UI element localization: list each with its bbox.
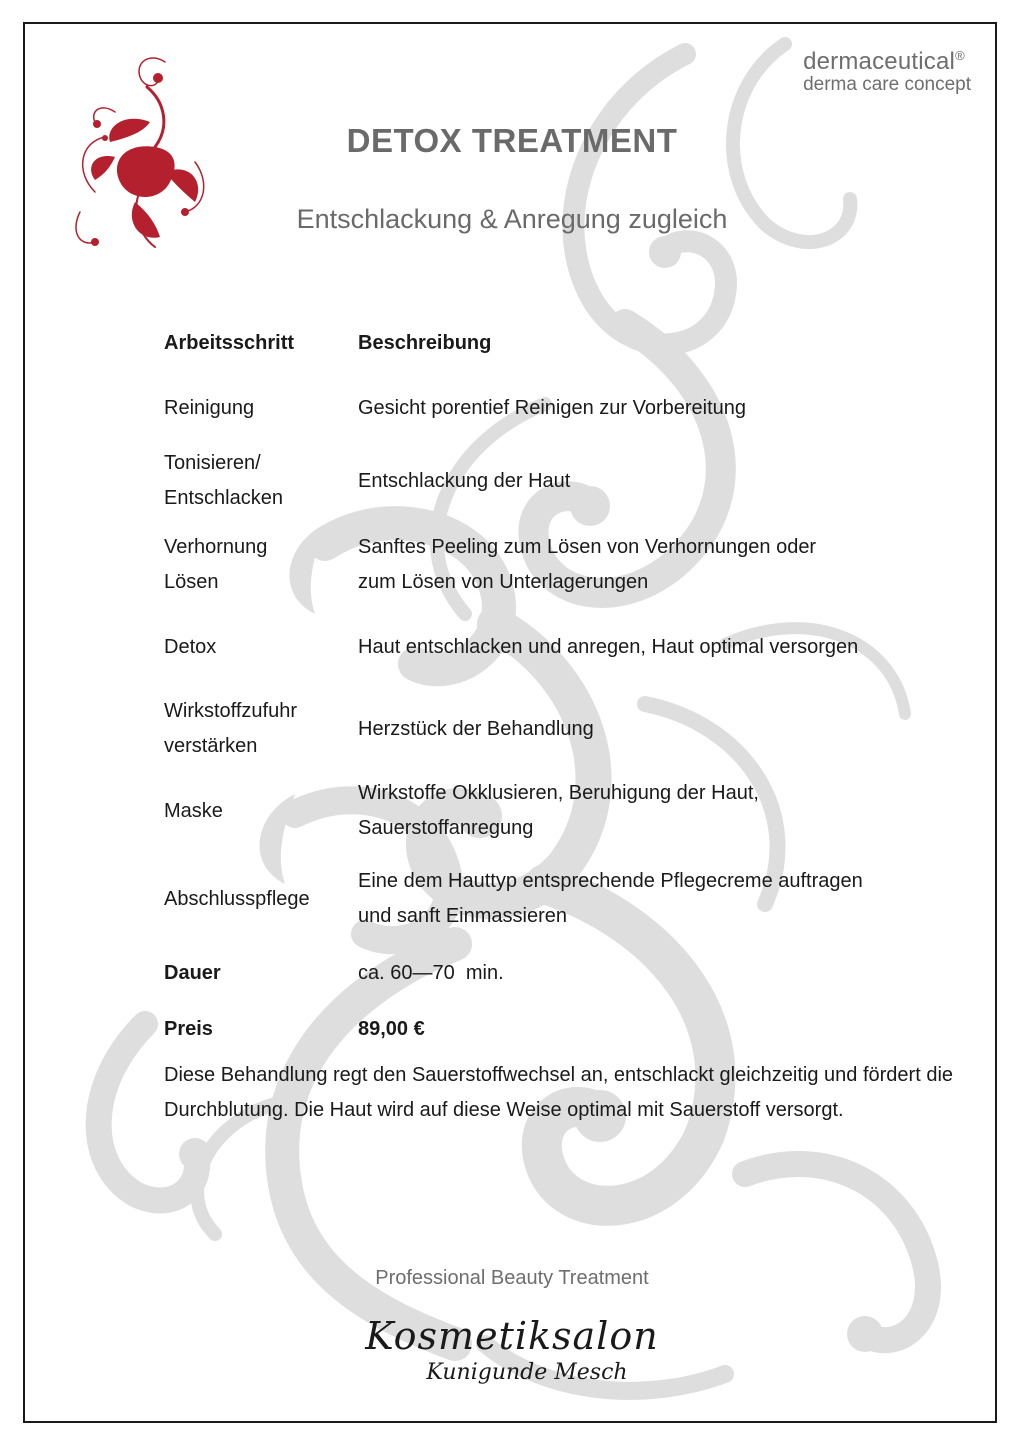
table-row — [164, 446, 944, 516]
salon-signature — [25, 1314, 997, 1385]
step-name: Tonisieren/ Entschlacken — [164, 452, 283, 509]
brand-logo — [803, 48, 971, 96]
step-name: Verhornung Lösen — [164, 536, 268, 593]
price-row — [164, 1012, 944, 1047]
price-label: Preis — [164, 1018, 213, 1040]
step-description: Herzstück der Behandlung — [358, 717, 594, 740]
page-title: DETOX TREATMENT — [346, 122, 678, 159]
treatment-description: Diese Behandlung regt den Sauerstoffwechsel an, entschlackt gleichzeitig und fördert die Durchblutung. Die Haut wird auf diese Weise optimal mit Sauerstoff versorgt. — [164, 1064, 954, 1121]
step-name: Detox — [164, 636, 217, 658]
table-row — [164, 694, 944, 764]
duration-value: ca. 60—70 min. — [358, 962, 504, 984]
table-row — [164, 776, 944, 846]
salon-name: Kosmetiksalon — [365, 1314, 659, 1358]
salon-owner: Kunigunde Mesch — [426, 1360, 628, 1385]
brand-name-text: dermaceutical — [803, 48, 956, 75]
duration-row — [164, 956, 944, 991]
table-row — [164, 530, 944, 600]
price-value: 89,00 € — [358, 1018, 425, 1040]
brand-name — [803, 48, 971, 76]
header-step: Arbeitsschritt — [164, 332, 295, 354]
duration-label: Dauer — [164, 962, 221, 984]
step-description: Haut entschlacken und anregen, Haut optimal versorgen — [358, 636, 859, 658]
step-description: Wirkstoffe Okklusieren, Beruhigung der Haut, Sauerstoffanregung — [358, 782, 759, 839]
step-name: Wirkstoffzufuhr verstärken — [164, 700, 297, 757]
step-description: Sanftes Peeling zum Lösen von Verhornungen oder zum Lösen von Unterlagerungen — [358, 536, 817, 593]
table-row — [164, 391, 944, 426]
footer-tagline: Professional Beauty Treatment — [375, 1267, 649, 1289]
step-name: Abschlusspflege — [164, 887, 310, 910]
header-description: Beschreibung — [358, 332, 492, 354]
step-description: Entschlackung der Haut — [358, 469, 571, 492]
table-row — [164, 630, 944, 665]
brand-tagline: derma care concept — [803, 74, 971, 95]
page-subtitle: Entschlackung & Anregung zugleich — [296, 204, 728, 234]
step-description: Eine dem Hauttyp entsprechende Pflegecreme auftragen und sanft Einmassieren — [358, 870, 863, 927]
step-name: Maske — [164, 799, 223, 822]
step-description: Gesicht porentief Reinigen zur Vorbereitung — [358, 397, 747, 419]
registered-mark: ® — [955, 48, 965, 63]
step-name: Reinigung — [164, 397, 255, 419]
table-row — [164, 864, 944, 934]
page-frame — [23, 22, 997, 1423]
table-header — [164, 326, 944, 361]
